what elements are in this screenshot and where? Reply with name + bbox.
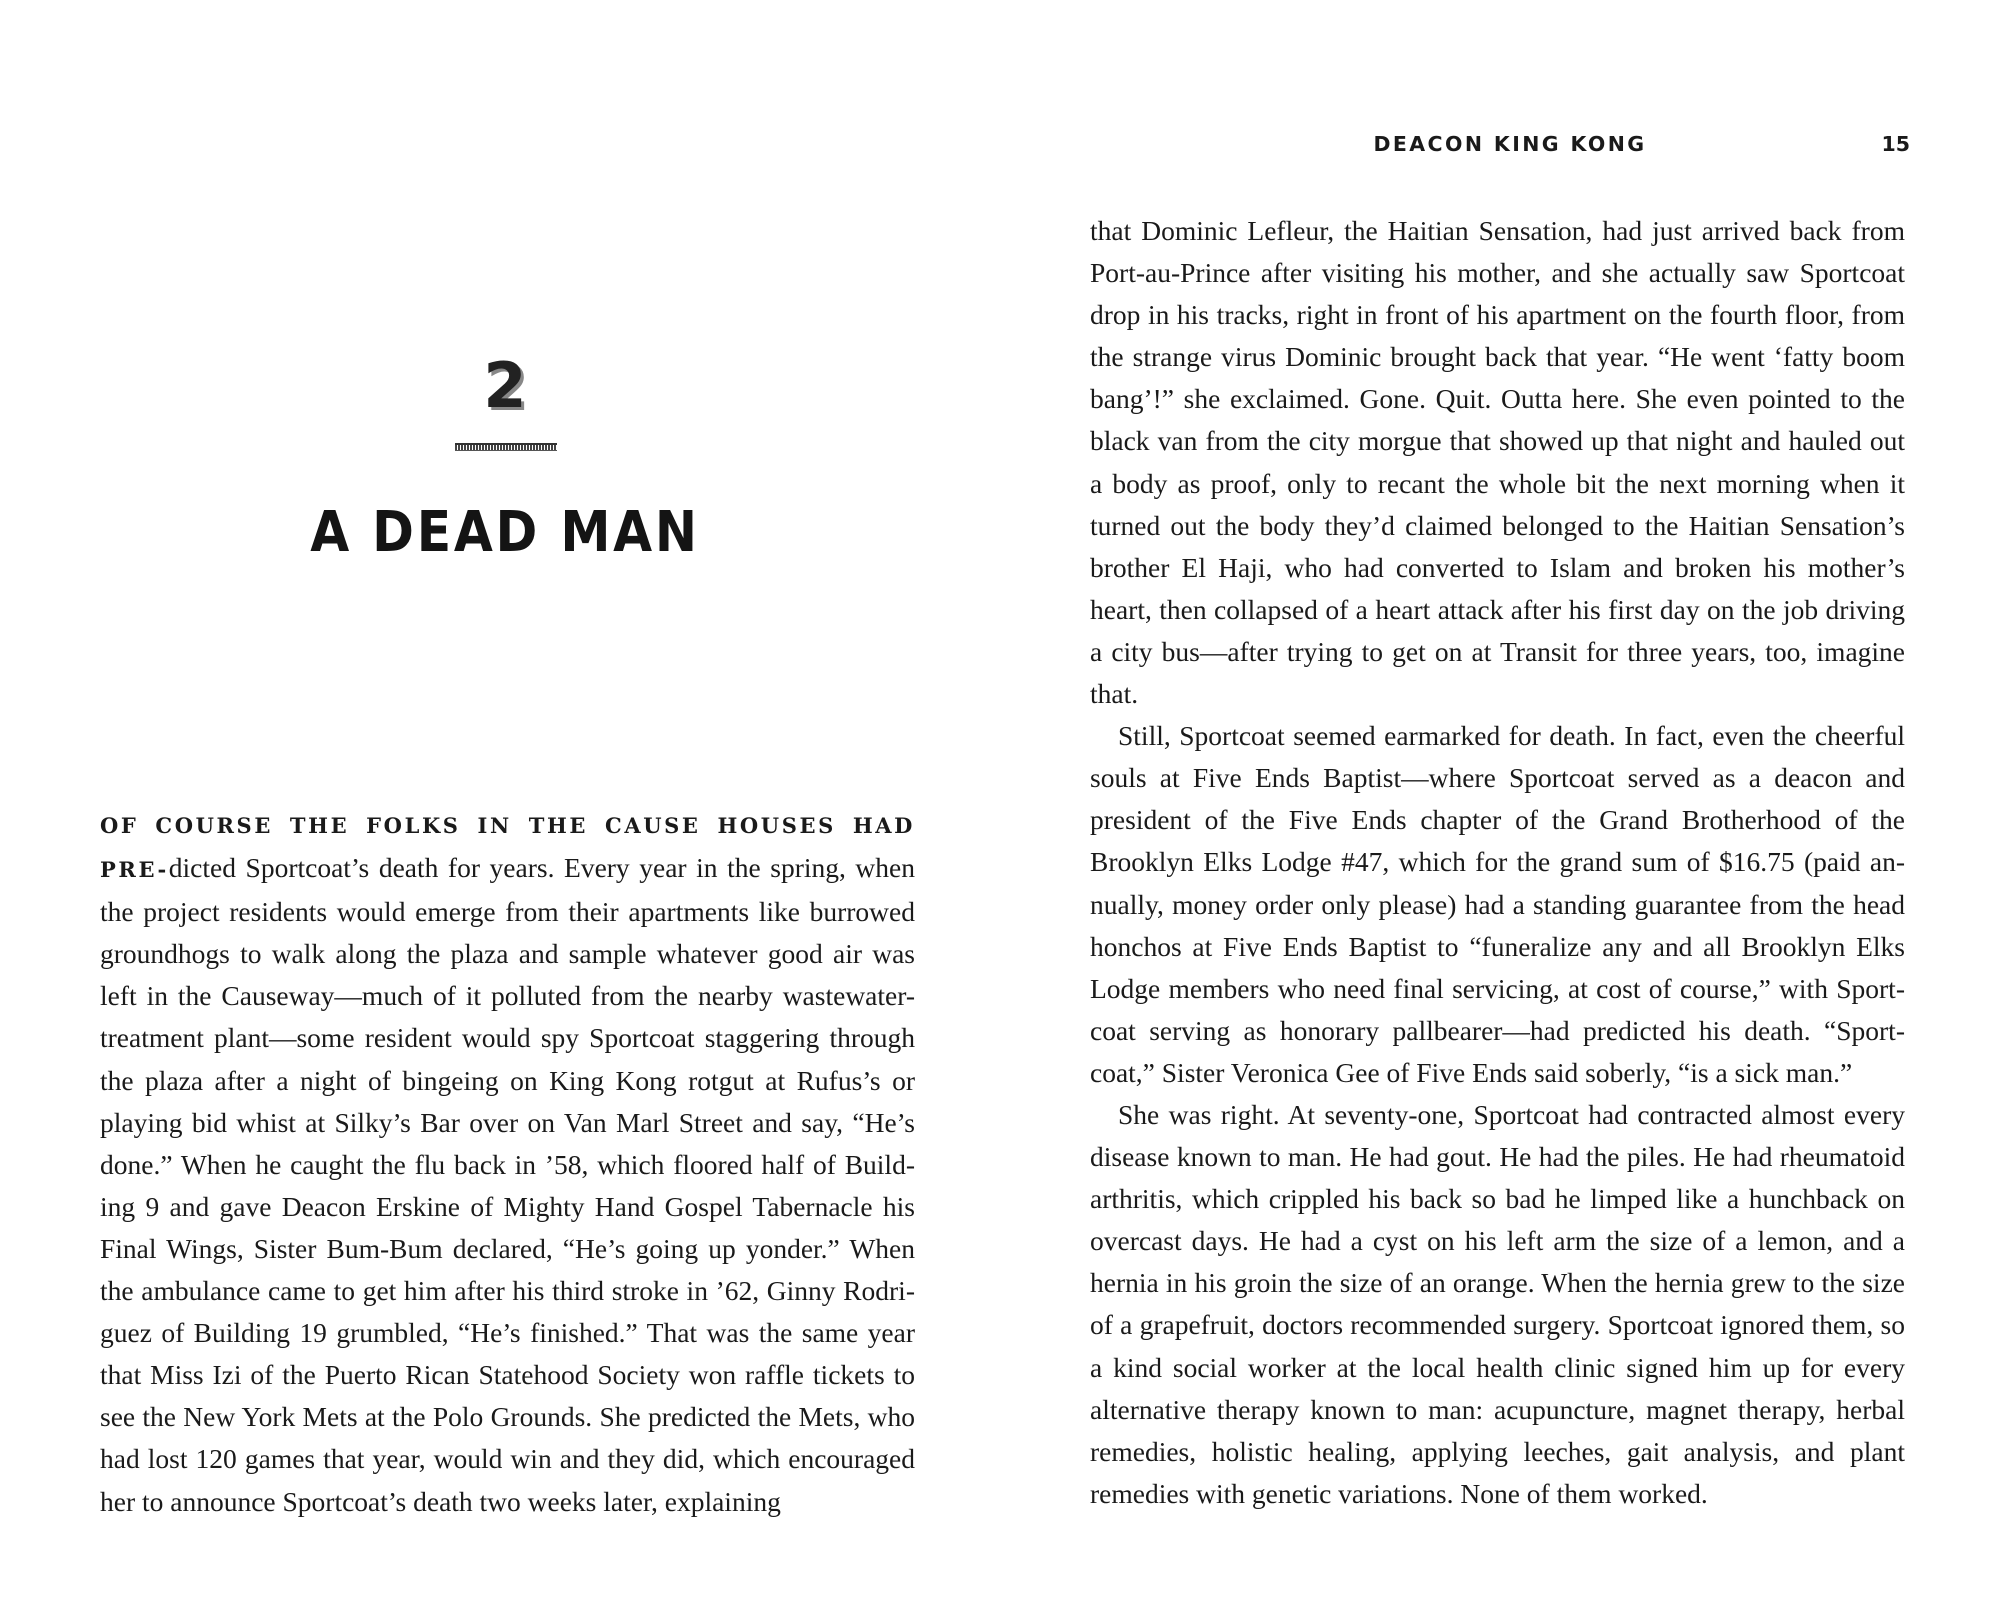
opening-paragraph-body: dicted Sportcoat’s death for years. Every year in the spring, when the project residents would emerge from their apartments like burrowed groundhogs to walk along the plaza and sample whatever good air was left in the Causeway—much of it polluted from the nearby wastewater-treatment plant—some resident would spy Sportcoat staggering through the plaza after a night of bingeing on King Kong rotgut at Rufus’s or playing bid whist at Silky’s Bar over on Van Marl Street and say, “He’s done.” When he caught the flu back in ’58, which floored half of Building 9 and gave Deacon Erskine of Mighty Hand Gospel Tabernacle his Final Wings, Sister Bum-Bum declared, “He’s going up yonder.” When the ambulance came to get him after his third stroke in ’62, Ginny Rodriguez of Building 19 grumbled, “He’s finished.” That was the same year that Miss Izi of the Puerto Rican Statehood Society won raffle tickets to see the New York Mets at the Polo Grounds. She predicted the Mets, who had lost 120 games that year, would win and they did, which encouraged her to announce Sportcoat’s death two weeks later, explaining (100, 852, 915, 1517)
opening-paragraph (100, 803, 915, 1523)
lead-in-caps: OF COURSE THE FOLKS IN THE CAUSE HOUSES HAD PRE- (100, 813, 915, 883)
right-body-text (1090, 210, 1905, 1515)
paragraph: Still, Sportcoat seemed earmarked for death. In fact, even the cheerful souls at Five Ends Baptist—where Sportcoat served as a deacon and president of the Five Ends chapter of the Grand Brotherhood of the Brooklyn Elks Lodge #47, which for the grand sum of $16.75 (paid annually, money order only please) had a standing guarantee from the head honchos at Five Ends Baptist to “funeralize any and all Brooklyn Elks Lodge members who need final servicing, at cost of course,” with Sportcoat serving as honorary pallbearer—had predicted his death. “Sportcoat,” Sister Veronica Gee of Five Ends said soberly, “is a sick man.” (1090, 720, 1905, 1088)
paragraph: She was right. At seventy-one, Sportcoat had contracted almost every disease known to man. He had gout. He had the piles. He had rheumatoid arthritis, which crippled his back so bad he limped like a hunchback on overcast days. He had a cyst on his left arm the size of a lemon, and a hernia in his groin the size of an orange. When the hernia grew to the size of a grapefruit, doctors recommended surgery. Sportcoat ignored them, so a kind social worker at the local health clinic signed him up for every alternative therapy known to man: acupuncture, magnet therapy, herbal remedies, holistic healing, applying leeches, gait analysis, and plant remedies with genetic variations. None of them worked. (1090, 1098, 1905, 1509)
running-head: DEACON KING KONG (1373, 132, 1647, 156)
chapter-number: 2 (483, 349, 527, 422)
left-body-text (100, 803, 915, 1523)
chapter-ornament-rule (455, 443, 557, 451)
page-number: 15 (1881, 132, 1910, 156)
paragraph-continued: that Dominic Lefleur, the Haitian Sensation, had just arrived back from Port-au-Prince after visiting his mother, and she actually saw Sportcoat drop in his tracks, right in front of his apartment on the fourth floor, from the strange virus Dominic brought back that year. “He went ‘fatty boom bang’!” she exclaimed. Gone. Quit. Outta here. She even pointed to the black van from the city morgue that showed up that night and hauled out a body as proof, only to recant the whole bit the next morning when it turned out the body they’d claimed belonged to the Haitian Sensation’s brother El Haji, who had converted to Islam and broken his mother’s heart, then collapsed of a heart attack after his first day on the job driving a city bus—after trying to get on at Transit for three years, too, imagine that. (1090, 215, 1905, 710)
right-page (1000, 0, 2000, 1610)
chapter-title: A DEAD MAN (310, 500, 700, 565)
